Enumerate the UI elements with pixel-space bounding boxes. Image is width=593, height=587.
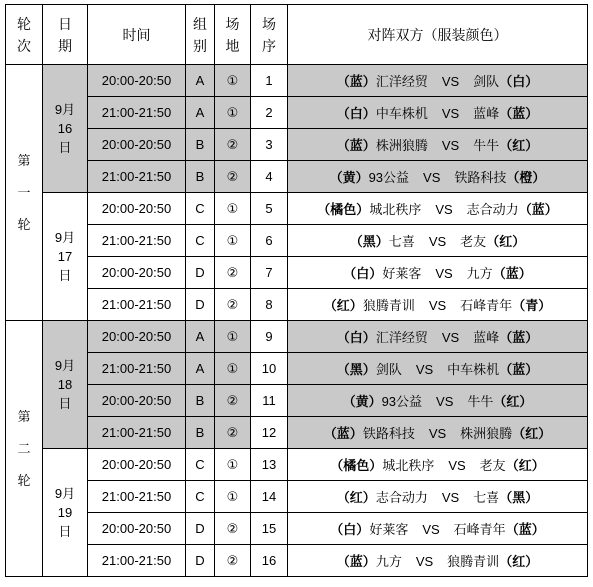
home-color: （红） <box>323 298 363 313</box>
vs-label: VS <box>435 202 453 217</box>
home-team: 好莱客 <box>382 266 422 281</box>
away-team: 七喜 <box>473 490 500 505</box>
time-cell: 21:00-21:50 <box>88 225 186 257</box>
home-color: （黄） <box>329 170 369 185</box>
away-color: （黑） <box>499 490 539 505</box>
group-cell: D <box>186 289 215 321</box>
time-cell: 20:00-20:50 <box>88 385 186 417</box>
away-color: （蓝） <box>518 202 558 217</box>
table-row <box>6 97 588 129</box>
group-cell: D <box>186 257 215 289</box>
vs-label: VS <box>448 458 466 473</box>
seq-cell: 8 <box>251 289 288 321</box>
time-cell: 21:00-21:50 <box>88 289 186 321</box>
group-cell: A <box>186 97 215 129</box>
table-row <box>6 513 588 545</box>
away-color: （蓝） <box>499 106 539 121</box>
date-label: 9月 18 日 <box>43 321 88 449</box>
home-color: （蓝） <box>336 74 376 89</box>
away-team: 志合动力 <box>466 202 519 217</box>
field-cell: ① <box>215 353 251 385</box>
match-cell <box>288 481 588 513</box>
home-team: 剑队 <box>375 362 402 377</box>
match-cell <box>288 417 588 449</box>
group-cell: B <box>186 417 215 449</box>
group-cell: D <box>186 545 215 577</box>
home-team: 汇洋经贸 <box>375 74 428 89</box>
field-cell: ② <box>215 257 251 289</box>
field-cell: ② <box>215 417 251 449</box>
away-team: 牛牛 <box>473 138 500 153</box>
table-row <box>6 449 588 481</box>
header-match: 对阵双方（服装颜色） <box>288 5 588 65</box>
vs-label: VS <box>435 266 453 281</box>
schedule-table <box>5 4 588 577</box>
match-cell <box>288 545 588 577</box>
seq-cell: 9 <box>251 321 288 353</box>
field-cell: ① <box>215 321 251 353</box>
home-color: （黑） <box>349 234 389 249</box>
time-cell: 20:00-20:50 <box>88 257 186 289</box>
home-team: 中车株机 <box>375 106 428 121</box>
home-color: （蓝） <box>336 138 376 153</box>
field-cell: ② <box>215 385 251 417</box>
home-team: 汇洋经贸 <box>375 330 428 345</box>
away-color: （红） <box>499 138 539 153</box>
schedule-body <box>6 65 588 577</box>
header-seq: 场 序 <box>251 5 288 65</box>
field-cell: ① <box>215 481 251 513</box>
home-color: （黄） <box>342 394 382 409</box>
away-color: （蓝） <box>499 330 539 345</box>
seq-cell: 4 <box>251 161 288 193</box>
home-team: 志合动力 <box>375 490 428 505</box>
seq-cell: 12 <box>251 417 288 449</box>
seq-cell: 10 <box>251 353 288 385</box>
home-team: 狼腾青训 <box>362 298 415 313</box>
group-cell: A <box>186 353 215 385</box>
seq-cell: 11 <box>251 385 288 417</box>
table-row <box>6 417 588 449</box>
field-cell: ① <box>215 225 251 257</box>
home-team: 城北秩序 <box>382 458 435 473</box>
time-cell: 21:00-21:50 <box>88 161 186 193</box>
time-cell: 20:00-20:50 <box>88 321 186 353</box>
home-team: 铁路科技 <box>362 426 415 441</box>
table-row <box>6 225 588 257</box>
round-label: 第 二 轮 <box>6 321 43 577</box>
seq-cell: 16 <box>251 545 288 577</box>
group-cell: C <box>186 481 215 513</box>
group-cell: A <box>186 65 215 97</box>
home-color: （白） <box>330 522 370 537</box>
vs-label: VS <box>441 106 460 121</box>
home-color: （蓝） <box>336 554 376 569</box>
group-cell: D <box>186 513 215 545</box>
match-cell <box>288 289 588 321</box>
seq-cell: 15 <box>251 513 288 545</box>
table-row <box>6 193 588 225</box>
away-color: （蓝） <box>505 522 545 537</box>
vs-label: VS <box>441 490 460 505</box>
time-cell: 21:00-21:50 <box>88 417 186 449</box>
home-color: （黑） <box>336 362 376 377</box>
table-row <box>6 129 588 161</box>
group-cell: B <box>186 129 215 161</box>
seq-cell: 14 <box>251 481 288 513</box>
field-cell: ① <box>215 97 251 129</box>
away-color: （蓝） <box>492 266 532 281</box>
home-color: （橘色） <box>330 458 383 473</box>
match-cell <box>288 321 588 353</box>
match-cell <box>288 129 588 161</box>
table-row <box>6 321 588 353</box>
match-cell <box>288 97 588 129</box>
vs-label: VS <box>415 554 434 569</box>
vs-label: VS <box>423 170 441 185</box>
home-color: （蓝） <box>323 426 363 441</box>
away-color: （青） <box>512 298 552 313</box>
header-round: 轮 次 <box>6 5 43 65</box>
table-row <box>6 545 588 577</box>
away-team: 剑队 <box>473 74 500 89</box>
seq-cell: 6 <box>251 225 288 257</box>
table-row <box>6 353 588 385</box>
home-team: 七喜 <box>388 234 415 249</box>
away-color: （红） <box>486 234 526 249</box>
table-row <box>6 161 588 193</box>
match-cell <box>288 513 588 545</box>
away-team: 蓝峰 <box>473 330 500 345</box>
match-cell <box>288 257 588 289</box>
seq-cell: 7 <box>251 257 288 289</box>
field-cell: ② <box>215 161 251 193</box>
field-cell: ② <box>215 289 251 321</box>
seq-cell: 13 <box>251 449 288 481</box>
field-cell: ① <box>215 449 251 481</box>
vs-label: VS <box>436 394 454 409</box>
home-team: 93公益 <box>368 170 410 185</box>
group-cell: A <box>186 321 215 353</box>
date-label: 9月 19 日 <box>43 449 88 577</box>
field-cell: ② <box>215 545 251 577</box>
date-label: 9月 16 日 <box>43 65 88 193</box>
match-cell <box>288 353 588 385</box>
home-color: （白） <box>336 330 376 345</box>
time-cell: 20:00-20:50 <box>88 65 186 97</box>
group-cell: C <box>186 193 215 225</box>
time-cell: 21:00-21:50 <box>88 353 186 385</box>
table-row <box>6 257 588 289</box>
vs-label: VS <box>422 522 440 537</box>
header-row <box>6 5 588 65</box>
round-label: 第 一 轮 <box>6 65 43 321</box>
time-cell: 20:00-20:50 <box>88 129 186 161</box>
group-cell: B <box>186 161 215 193</box>
away-color: （红） <box>505 458 545 473</box>
home-color: （红） <box>336 490 376 505</box>
table-row <box>6 65 588 97</box>
time-cell: 20:00-20:50 <box>88 193 186 225</box>
home-color: （白） <box>343 266 383 281</box>
away-team: 石峰青年 <box>453 522 506 537</box>
away-color: （红） <box>512 426 552 441</box>
home-color: （橘色） <box>317 202 370 217</box>
vs-label: VS <box>441 74 460 89</box>
vs-label: VS <box>428 298 447 313</box>
vs-label: VS <box>415 362 434 377</box>
header-field: 场 地 <box>215 5 251 65</box>
group-cell: B <box>186 385 215 417</box>
away-team: 株洲狼腾 <box>460 426 513 441</box>
away-team: 九方 <box>466 266 493 281</box>
field-cell: ② <box>215 129 251 161</box>
match-cell <box>288 225 588 257</box>
away-color: （蓝） <box>499 362 539 377</box>
seq-cell: 1 <box>251 65 288 97</box>
table-row <box>6 289 588 321</box>
vs-label: VS <box>441 138 460 153</box>
away-team: 牛牛 <box>467 394 494 409</box>
header-group: 组 别 <box>186 5 215 65</box>
away-color: （白） <box>499 74 539 89</box>
away-team: 中车株机 <box>447 362 500 377</box>
away-color: （红） <box>493 394 533 409</box>
vs-label: VS <box>428 426 447 441</box>
table-row <box>6 385 588 417</box>
table-row <box>6 481 588 513</box>
home-team: 好莱客 <box>369 522 409 537</box>
away-team: 老友 <box>479 458 506 473</box>
time-cell: 20:00-20:50 <box>88 513 186 545</box>
home-team: 城北秩序 <box>369 202 422 217</box>
time-cell: 21:00-21:50 <box>88 481 186 513</box>
away-team: 铁路科技 <box>454 170 507 185</box>
home-team: 九方 <box>375 554 402 569</box>
match-cell <box>288 449 588 481</box>
match-cell <box>288 193 588 225</box>
group-cell: C <box>186 225 215 257</box>
away-team: 狼腾青训 <box>447 554 500 569</box>
home-team: 93公益 <box>381 394 423 409</box>
vs-label: VS <box>428 234 447 249</box>
away-color: （红） <box>499 554 539 569</box>
time-cell: 20:00-20:50 <box>88 449 186 481</box>
field-cell: ① <box>215 193 251 225</box>
match-cell <box>288 385 588 417</box>
time-cell: 21:00-21:50 <box>88 97 186 129</box>
match-cell <box>288 161 588 193</box>
away-team: 石峰青年 <box>460 298 513 313</box>
header-time: 时间 <box>88 5 186 65</box>
home-team: 株洲狼腾 <box>375 138 428 153</box>
group-cell: C <box>186 449 215 481</box>
match-cell <box>288 65 588 97</box>
away-team: 老友 <box>460 234 487 249</box>
field-cell: ② <box>215 513 251 545</box>
seq-cell: 2 <box>251 97 288 129</box>
header-date: 日 期 <box>43 5 88 65</box>
home-color: （白） <box>336 106 376 121</box>
field-cell: ① <box>215 65 251 97</box>
away-team: 蓝峰 <box>473 106 500 121</box>
seq-cell: 3 <box>251 129 288 161</box>
away-color: （橙） <box>506 170 546 185</box>
seq-cell: 5 <box>251 193 288 225</box>
date-label: 9月 17 日 <box>43 193 88 321</box>
time-cell: 21:00-21:50 <box>88 545 186 577</box>
vs-label: VS <box>441 330 460 345</box>
